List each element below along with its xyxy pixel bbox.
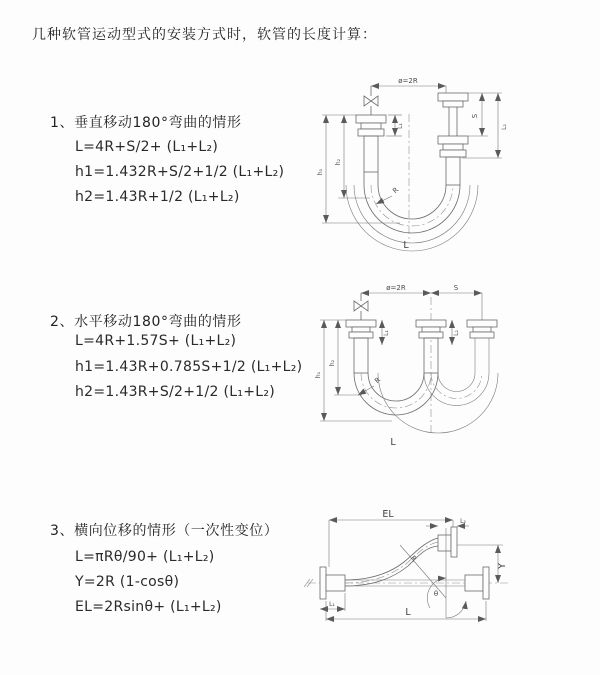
h-inner-label: h₂ xyxy=(335,158,342,166)
dim-fitting2 xyxy=(452,320,460,345)
section-1-formula-length: L=4R+S/2+ (L₁+L₂) xyxy=(75,139,219,155)
displaced-flange xyxy=(438,527,457,557)
length-label: L xyxy=(390,437,396,448)
y-label: Y xyxy=(497,563,508,569)
section-1-heading: 1、垂直移动180°弯曲的情形 xyxy=(50,115,242,131)
fit2-label: L₂ xyxy=(501,124,508,130)
dim-fitting1 xyxy=(386,115,404,136)
radius-label: R xyxy=(373,375,383,386)
fit2-label: L₂ xyxy=(460,518,466,525)
section-1-formula-h1: h1=1.432R+S/2+1/2 (L₁+L₂) xyxy=(75,164,285,180)
middle-pipe-fitting xyxy=(416,320,446,338)
fit1-label: L₁ xyxy=(397,123,404,129)
hose-u-arcs-solid xyxy=(354,373,438,415)
moved-pipe-fitting xyxy=(467,320,497,338)
section-2-formula-length: L=4R+1.57S+ (L₁+L₂) xyxy=(75,333,237,349)
section-3-heading: 3、横向位移的情形（一次性变位） xyxy=(50,523,279,539)
span-label: ø=2R xyxy=(386,284,406,292)
page-title: 几种软管运动型式的安装方式时，软管的长度计算： xyxy=(32,27,377,43)
dim-length xyxy=(326,601,486,621)
length-label: L xyxy=(403,240,409,251)
fixed-pipe-fitting xyxy=(356,115,386,136)
h-outer-label: h₁ xyxy=(315,371,322,379)
hose-displaced-curve xyxy=(345,538,438,586)
diagram-horizontal-180-bend xyxy=(312,283,594,455)
hose-u-arcs-moved xyxy=(378,373,498,433)
el-label: EL xyxy=(382,509,394,520)
section-1-formula-h2: h2=1.43R+1/2 (L₁+L₂) xyxy=(75,189,240,205)
radius-line xyxy=(400,545,446,598)
valve-icon xyxy=(364,86,378,115)
radius-label: R xyxy=(391,185,401,196)
fit2-label: L₂ xyxy=(453,330,460,336)
diagram-lateral-displacement xyxy=(300,505,600,655)
section-3-formula-length: L=πRθ/90+ (L₁+L₂) xyxy=(75,549,215,565)
length-label: L xyxy=(405,607,411,618)
section-2-formula-h1: h1=1.43R+0.785S+1/2 (L₁+L₂) xyxy=(75,359,303,375)
h-outer-label: h₁ xyxy=(317,168,324,176)
stroke-label: S xyxy=(471,113,479,119)
radius-label: R xyxy=(408,554,419,564)
dim-fitting2 xyxy=(426,518,469,526)
dim-span xyxy=(361,284,482,320)
fit1-label: L₁ xyxy=(383,330,390,336)
section-3-formula-el: EL=2Rsinθ+ (L₁+L₂) xyxy=(75,599,222,615)
braid-section-right xyxy=(446,157,460,185)
dim-fitting1 xyxy=(382,320,390,345)
moving-pipe-fitting xyxy=(438,93,468,157)
section-3-formula-y: Y=2R (1-cosθ) xyxy=(75,574,180,590)
valve-icon xyxy=(354,293,368,320)
section-2-heading: 2、水平移动180°弯曲的情形 xyxy=(50,314,242,330)
stroke-label: S xyxy=(453,284,459,292)
fit1-label: L₁ xyxy=(329,601,335,608)
left-flange xyxy=(320,567,345,599)
theta-label: θ xyxy=(433,590,439,598)
section-2-formula-h2: h2=1.43R+S/2+1/2 (L₁+L₂) xyxy=(75,384,276,400)
braid-section-left xyxy=(354,338,368,373)
dim-span xyxy=(371,77,446,93)
h-inner-label: h₂ xyxy=(329,359,336,367)
hose-u-arcs xyxy=(346,185,478,251)
dim-stroke xyxy=(462,93,508,158)
diagram-vertical-180-bend xyxy=(310,70,592,262)
braid-section-left xyxy=(364,136,378,172)
fixed-pipe-fitting xyxy=(346,320,376,338)
angle-theta xyxy=(427,578,466,618)
dim-el xyxy=(329,509,453,567)
span-label: ø=2R xyxy=(398,77,418,85)
